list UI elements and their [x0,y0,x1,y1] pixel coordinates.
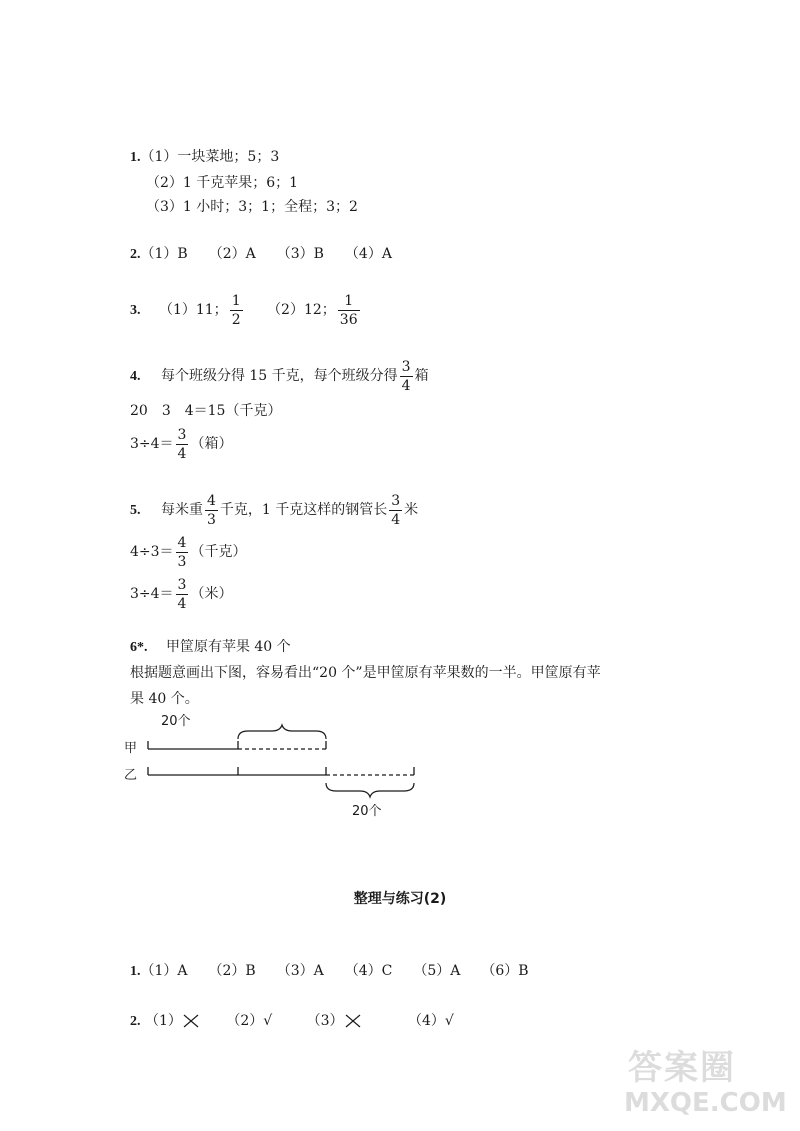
q5-fraction-1 [205,494,218,527]
q1-answer-1: （1）一块菜地；5；3 [140,149,280,165]
q5-text-1: 每米重 [160,502,203,518]
q3-fraction-2-numerator: 1 [338,294,360,311]
watermark-logo-text: 答案圈 [628,1048,736,1088]
diagram-bottom-brace [326,783,414,797]
q6-explanation-1: 根据题意画出下图，容易看出“20 个”是甲筐原有苹果数的一半。甲筐原有苹 [130,665,601,681]
q4-fraction-denominator: 4 [401,377,411,394]
q4-calc-2-denominator: 4 [177,445,187,462]
section2-q2-item-2-label: （2） [226,1013,264,1029]
section2-q2-number: 2. [130,1014,141,1029]
check-icon: √ [444,1013,454,1029]
q5-calc-2-denominator: 4 [177,595,187,612]
q4-text: 每个班级分得 15 千克，每个班级分得 [160,368,398,384]
q6-number: 6*. [130,640,148,655]
q3-fraction-2 [338,294,360,327]
q3-line [130,292,362,329]
q4-number: 4. [130,369,141,384]
section-title: 整理与练习(2) [353,891,447,907]
diagram-label-yi: 乙 [124,768,138,783]
q2-number: 2. [130,247,141,262]
cross-icon [182,1014,200,1028]
q5-calc-1-expression: 4÷3＝ [130,544,174,560]
q4-calc-2-expression: 3÷4＝ [130,436,174,452]
section2-q2-item-1 [145,1013,200,1029]
q4-line [130,358,429,395]
q4-calc-2-numerator: 3 [177,426,187,443]
watermark-url: MXQE.COM [624,1088,787,1118]
q3-number: 3. [130,303,141,318]
q6-line-diagram [120,705,440,825]
q5-calc-2-numerator: 3 [177,576,187,593]
q6-explanation-2: 果 40 个。 [130,691,199,707]
q5-calc-1-denominator: 3 [177,553,187,570]
q4-fraction [400,360,413,393]
section2-q2-item-4-label: （4） [408,1013,445,1029]
q5-calc-2-fraction [176,578,189,611]
q4-calc-2-fraction [176,428,189,461]
q1-answer-2: （2）1 千克苹果；6；1 [146,175,299,191]
q5-fraction-1-denominator: 3 [206,511,216,528]
q3-part-1-label: （1）11； [158,302,228,318]
q2-line [130,245,392,264]
q5-calc-2-expression: 3÷4＝ [130,586,174,602]
q5-fraction-1-numerator: 4 [206,492,216,509]
q3-fraction-1 [230,294,243,327]
q5-line [130,490,418,531]
q4-calc-2 [130,424,232,464]
q5-calc-1 [130,532,246,572]
q6-line [130,638,291,657]
check-icon: √ [263,1013,273,1029]
q3-fraction-2-denominator: 36 [339,311,358,328]
q5-text-3: 米 [404,502,419,518]
cross-icon [344,1014,362,1028]
q2-answers: （1）B （2）A （3）B （4）A [140,246,392,262]
q1-number: 1. [130,150,141,165]
section2-q2-item-3-label: （3） [306,1013,344,1029]
q3-fraction-1-denominator: 2 [231,311,241,328]
q5-calc-1-unit: （千克） [190,544,247,560]
q5-calc-1-fraction [176,536,189,569]
q4-fraction-numerator: 3 [401,358,411,375]
section2-q2-line [130,1012,454,1031]
q5-fraction-2 [389,494,402,527]
diagram-bottom-brace-label: 20个 [352,804,382,819]
q5-number: 5. [130,503,141,518]
diagram-label-jia: 甲 [124,741,138,756]
diagram-top-brace [238,725,326,739]
q5-text-2: 千克，1 千克这样的钢管长 [219,502,388,518]
q3-fraction-1-numerator: 1 [231,292,241,309]
q1-line-1 [130,148,279,167]
q5-calc-2-unit: （米） [190,586,233,602]
section2-q1-answers: （1）A （2）B （3）A （4）C （5）A （6）B [140,963,529,979]
section2-q2-item-4 [408,1013,454,1029]
section2-q2-item-1-label: （1） [144,1013,182,1029]
q5-calc-2 [130,574,232,614]
q6-answer: 甲筐原有苹果 40 个 [165,639,291,655]
q5-fraction-2-numerator: 3 [391,492,401,509]
q3-part-2-label: （2）12； [267,302,336,318]
q4-calc-2-unit: （箱） [190,436,233,452]
q5-calc-1-numerator: 4 [177,534,187,551]
q1-answer-3: （3）1 小时；3；1；全程；3；2 [146,199,358,215]
section2-q2-item-3 [307,1013,362,1029]
diagram-top-brace-label: 20个 [161,714,191,729]
q4-unit: 箱 [414,368,429,384]
section2-q1-number: 1. [130,964,141,979]
q4-calc-1: 20 3 4＝15（千克） [130,403,282,419]
section2-q1-line [130,962,529,981]
section2-q2-item-2 [226,1013,272,1029]
q5-fraction-2-denominator: 4 [391,511,401,528]
